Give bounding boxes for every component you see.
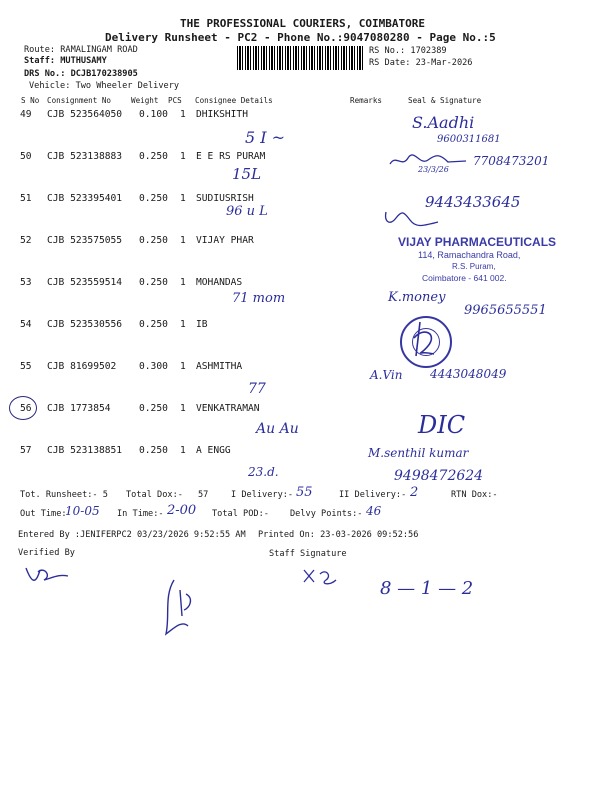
row-weight: 0.100 [139,109,168,120]
printed-on: Printed On: 23-03-2026 09:52:56 [258,530,419,540]
col-sno: S No [21,96,40,105]
rs-date: RS Date: 23-Mar-2026 [369,58,473,68]
row-consignment: CJB 1773854 [47,403,111,414]
row-consignment: CJB 523559514 [47,277,123,288]
delvy-points-label: Delvy Points:- [290,509,363,519]
barcode-image [237,46,365,70]
row-weight: 0.250 [139,277,168,288]
staff-label: Staff: MUTHUSAMY [24,56,107,66]
row-sno: 55 [20,361,32,372]
row-consignment: CJB 523138851 [47,445,123,456]
row-weight: 0.250 [139,151,168,162]
row-consignee: IB [196,319,208,330]
row-consignee: ASHMITHA [196,361,243,372]
verified-by-signature [22,562,72,588]
handwritten-dic: DIC [418,411,466,439]
handwritten-phone: 9443433645 [425,193,521,211]
row-consignee: E E RS PURAM [196,151,266,162]
handwritten-phone: 9965655551 [464,303,547,318]
row-pcs: 1 [180,445,186,456]
row-sno: 50 [20,151,32,162]
handwritten-signature-scribble [382,208,442,230]
stamp-line: VIJAY PHARMACEUTICALS [398,235,557,249]
company-seal-stamp [392,232,568,288]
row-pcs: 1 [180,403,186,414]
ii-delivery-label: II Delivery:- [339,490,407,500]
handwritten-remark: 5 I ~ [245,128,286,147]
handwritten-signature: S.Aadhi [412,113,475,132]
row-pcs: 1 [180,193,186,204]
out-time-value: 10-05 [65,504,100,518]
row-consignment: CJB 523575055 [47,235,123,246]
rtn-dox-label: RTN Dox:- [451,490,498,500]
row-consignee: DHIKSHITH [196,109,248,120]
row-pcs: 1 [180,109,186,120]
row-consignment: CJB 523395401 [47,193,123,204]
row-pcs: 1 [180,235,186,246]
row-consignment: CJB 81699502 [47,361,117,372]
row-weight: 0.250 [139,403,168,414]
verified-by-label: Verified By [18,548,75,558]
row-weight: 0.250 [139,319,168,330]
handwritten-phone: 7708473201 [473,154,550,168]
row-consignment: CJB 523530556 [47,319,123,330]
row-pcs: 1 [180,361,186,372]
handwritten-signature-scribble [388,152,468,172]
row-sno: 52 [20,235,32,246]
stamp-line: R.S. Puram, [452,262,496,271]
rs-number: RS No.: 1702389 [369,46,447,56]
handwritten-remark: Au Au [256,421,299,437]
handwritten-signature: A.Vin [370,368,403,382]
row-consignee: SUDIUSRISH [196,193,254,204]
total-dox-label: Total Dox:- [126,490,183,500]
stamp-line: 114, Ramachandra Road, [418,250,521,260]
row-sno: 51 [20,193,32,204]
stamp-line: Coimbatore - 641 002. [422,273,507,283]
col-consignee: Consignee Details [195,96,273,105]
i-delivery-label: I Delivery:- [231,490,294,500]
ii-delivery-value: 2 [410,485,419,500]
total-dox-value: 57 [198,490,209,500]
col-weight: Weight [131,96,159,105]
entered-by: Entered By :JENIFERPC2 03/23/2026 9:52:55 AM [18,530,246,540]
out-time-label: Out Time: [20,509,67,519]
staff-signature-scribble [160,576,200,640]
handwritten-signature: K.money [388,290,446,305]
row-weight: 0.250 [139,445,168,456]
handwritten-signature: M.senthil kumar [368,446,469,460]
row-sno: 49 [20,109,32,120]
handwritten-phone: 9600311681 [437,134,501,145]
in-time-label: In Time:- [117,509,164,519]
handwritten-remark: 71 mom [232,291,286,306]
row-consignee: VIJAY PHAR [196,235,254,246]
handwritten-phone: 4443048049 [430,367,507,381]
handwritten-remark: 23.d. [248,465,279,479]
row-sno: 54 [20,319,32,330]
drs-number: DRS No.: DCJB170238905 [24,69,138,79]
row-pcs: 1 [180,277,186,288]
row-sno: 57 [20,445,32,456]
row-consignee: A ENGG [196,445,231,456]
staff-initials-scribble [300,566,340,588]
row-sno: 53 [20,277,32,288]
handwritten-date: 23/3/26 [418,165,449,174]
row-weight: 0.250 [139,193,168,204]
handwritten-phone: 9498472624 [394,468,484,484]
staff-signature-label: Staff Signature [269,549,347,559]
col-remarks: Remarks [350,96,383,105]
handwritten-remark: 96 u L [226,204,268,219]
row-pcs: 1 [180,151,186,162]
company-title: THE PROFESSIONAL COURIERS, COIMBATORE [180,17,426,30]
delvy-points-value: 46 [366,504,382,518]
col-consignment: Consignment No [47,96,112,105]
vehicle-label: Vehicle: Two Wheeler Delivery [29,81,180,91]
row-consignee: MOHANDAS [196,277,243,288]
row-consignee: VENKATRAMAN [196,403,260,414]
handwritten-remark: 77 [248,381,266,397]
row-consignment: CJB 523564050 [47,109,123,120]
handwritten-remark: 15L [232,165,262,183]
row-weight: 0.300 [139,361,168,372]
col-seal-signature: Seal & Signature [408,96,482,105]
runsheet-subtitle: Delivery Runsheet - PC2 - Phone No.:9047080280 - Page No.:5 [105,31,496,44]
col-pcs: PCS [168,96,182,105]
handwritten-signature-scribble [410,320,440,360]
row-sno: 56 [20,403,32,414]
row-consignment: CJB 523138883 [47,151,123,162]
handwritten-staff-remark: 8 — 1 — 2 [380,578,474,599]
in-time-value: 2-00 [167,503,197,518]
row-weight: 0.250 [139,235,168,246]
route-label: Route: RAMALINGAM ROAD [24,45,138,55]
total-pod-label: Total POD:- [212,509,269,519]
total-runsheet: Tot. Runsheet:- 5 [20,490,108,500]
row-pcs: 1 [180,319,186,330]
i-delivery-value: 55 [296,485,313,500]
